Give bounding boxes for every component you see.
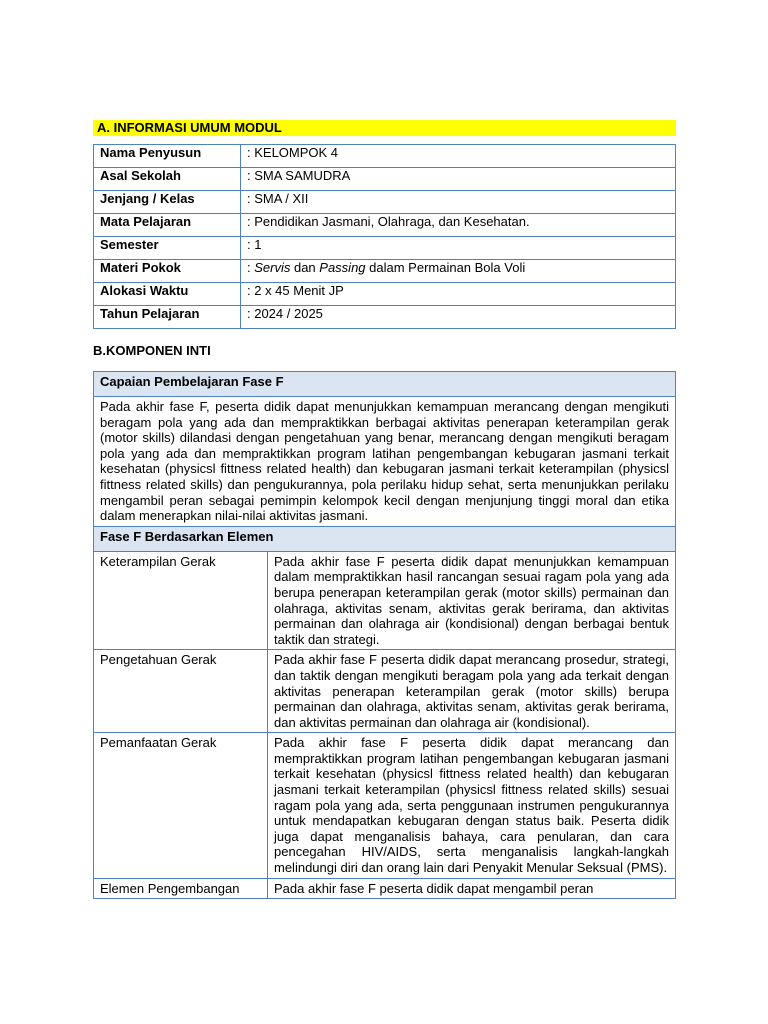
elemen-name: Elemen Pengembangan (94, 878, 268, 899)
elemen-name: Pengetahuan Gerak (94, 650, 268, 733)
table-row (94, 260, 676, 283)
cp-header: Capaian Pembelajaran Fase F (94, 372, 676, 397)
table-row (94, 145, 676, 168)
info-value: : 2 x 45 Menit JP (241, 283, 676, 306)
document-page (93, 120, 676, 899)
section-a-heading: A. INFORMASI UMUM MODUL (93, 120, 676, 136)
info-value: : KELOMPOK 4 (241, 145, 676, 168)
value-italic-passing: Passing (319, 260, 366, 275)
table-row (94, 191, 676, 214)
table-row (94, 733, 676, 878)
info-label: Tahun Pelajaran (94, 306, 241, 329)
table-row (94, 283, 676, 306)
table-row (94, 526, 676, 551)
table-row (94, 214, 676, 237)
table-row (94, 372, 676, 397)
info-value: : Pendidikan Jasmani, Olahraga, dan Kesehatan. (241, 214, 676, 237)
info-value: : 1 (241, 237, 676, 260)
info-value (241, 260, 676, 283)
table-row (94, 650, 676, 733)
info-value: : SMA SAMUDRA (241, 168, 676, 191)
info-label: Alokasi Waktu (94, 283, 241, 306)
info-label: Jenjang / Kelas (94, 191, 241, 214)
komponen-inti-table (93, 371, 676, 899)
elemen-header: Fase F Berdasarkan Elemen (94, 526, 676, 551)
elemen-desc: Pada akhir fase F peserta didik dapat merancang dan mempraktikkan program latihan pengembangan kebugaran jasmani terkait kesehatan (physicsl fittness related health) dan kebugaran jasmani terkait keterampilan (physicsl fittness related skills) sesuai ragam pola yang ada, serta penggunaan instrumen pengukurannya untuk mendapatkan kebugaran dengan status baik. Peserta didik juga dapat menganalisis bahaya, cara penularan, dan cara pencegahan HIV/AIDS, serta menganalisis langkah-langkah melindungi diri dan orang lain dari Penyakit Menular Seksual (PMS). (268, 733, 676, 878)
info-value: : 2024 / 2025 (241, 306, 676, 329)
info-label: Asal Sekolah (94, 168, 241, 191)
table-row (94, 237, 676, 260)
section-b-heading: B.KOMPONEN INTI (93, 343, 211, 358)
info-table (93, 144, 676, 329)
table-row (94, 551, 676, 650)
elemen-desc: Pada akhir fase F peserta didik dapat merancang prosedur, strategi, dan taktik dengan mengikuti beragam pola yang ada terkait dengan aktivitas penerapan keterampilan gerak (motor skills) berupa permainan dan olahraga, aktivitas senam, aktivitas gerak berirama, dan aktivitas permainan dan olahraga air (kondisional). (268, 650, 676, 733)
elemen-name: Pemanfaatan Gerak (94, 733, 268, 878)
table-row (94, 397, 676, 527)
value-italic-servis: Servis (254, 260, 291, 275)
info-label: Materi Pokok (94, 260, 241, 283)
value-suffix: dalam Permainan Bola Voli (365, 260, 526, 275)
table-row (94, 168, 676, 191)
elemen-name: Keterampilan Gerak (94, 551, 268, 650)
elemen-desc: Pada akhir fase F peserta didik dapat menunjukkan kemampuan dalam mempraktikkan hasil rancangan sesuai ragam pola yang ada berupa penerapan keterampilan gerak (motor skills) permainan dan olahraga, aktivitas senam, aktivitas gerak berirama, dan aktivitas permainan dan olahraga air (kondisional) dengan berbagai bentuk taktik dan strategi. (268, 551, 676, 650)
cp-text: Pada akhir fase F, peserta didik dapat menunjukkan kemampuan merancang dengan mengikuti beragam pola yang ada dan mempraktikkan berbagai aktivitas penerapan keterampilan gerak (motor skills) dilandasi dengan pengetahuan yang benar, merancang dengan mengikuti beragam pola yang ada dan mempraktikkan program latihan pengembangan kebugaran jasmani terkait kesehatan (physicsl fittness related health) dan kebugaran jasmani terkait keterampilan (physicsl fittness related skills) dan pengukurannya, pola perilaku hidup sehat, serta menunjukkan perilaku mengambil peran sebagai pemimpin kelompok kecil dengan menjunjung tinggi moral dan etika dalam menerapkan nilai-nilai aktivitas jasmani. (94, 397, 676, 527)
table-row (94, 306, 676, 329)
elemen-desc: Pada akhir fase F peserta didik dapat mengambil peran (268, 878, 676, 899)
info-label: Semester (94, 237, 241, 260)
value-mid: dan (290, 260, 320, 275)
info-label: Mata Pelajaran (94, 214, 241, 237)
info-value: : SMA / XII (241, 191, 676, 214)
value-prefix: : (247, 260, 255, 275)
info-label: Nama Penyusun (94, 145, 241, 168)
table-row (94, 878, 676, 899)
